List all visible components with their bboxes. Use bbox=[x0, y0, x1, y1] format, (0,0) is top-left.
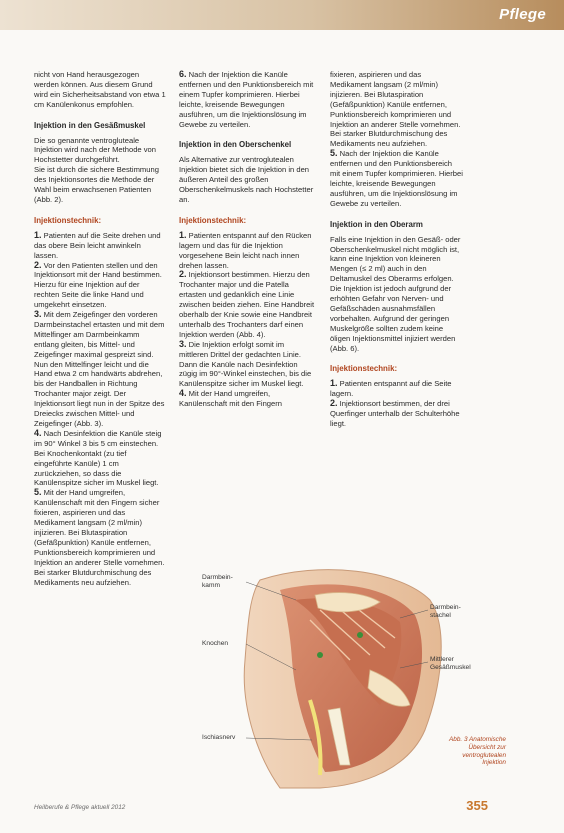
label-darmbeinstachel: Darmbein-stachel bbox=[430, 604, 461, 619]
step-4: 4. Nach Desinfektion die Kanüle steig im 90° Winkel 3 bis 5 cm einstechen. Bei Knochenkontakt (zu tief eingeführte Kanüle) 1 cm zurückziehen, so dass die Kanülenspitze sicher im Muskel liegt. bbox=[34, 427, 162, 488]
step-2: 2. Injektionsort bestimmen, der drei Querfinger unterhalb der Schulterhöhe liegt. bbox=[330, 398, 460, 428]
label-darmbeinkamm: Darmbein-kamm bbox=[202, 574, 233, 589]
figure-caption: Abb. 3 Anatomische Übersicht zur ventroglutealen Injektion bbox=[449, 736, 506, 767]
step-1: 1. Patienten entspannt auf den Rücken lagern und das für die Injektion vorgesehene Bein leicht nach innen drehen lassen. bbox=[179, 229, 312, 270]
paragraph: Sie ist durch die sichere Bestimmung des Injektionsortes die Methode der Wahl beim erwachsenen Patienten (Abb. 2). bbox=[34, 165, 159, 204]
column-3 bbox=[330, 70, 464, 429]
section-title: Pflege bbox=[499, 6, 546, 23]
section-heading: Injektion in den Oberarm bbox=[330, 219, 423, 229]
paragraph: Die so genannte ventrogluteale Injektion wird nach der Methode von Hochstetter durchgeführt. bbox=[34, 135, 156, 165]
step-3: 3. Die Injektion erfolgt somit im mittleren Drittel der gedachten Linie. Dann die Kanüle nach Desinfektion zügig im 90°-Winkel einstechen, bis die Kanülenspitze sicher im Muskel liegt. bbox=[179, 338, 312, 389]
step-2: 2. Injektionsort bestimmen. Hierzu den Trochanter major und die Patella ertasten und gedanklich eine Linie zwischen beiden ziehen. Eine Handbreit oberhalb der Knie sowie eine Handbreit unterhalb des Trochanters darf einen Injektion werden (Abb. 4). bbox=[179, 269, 315, 339]
paragraph: nicht von Hand herausgezogen werden können. Aus diesem Grund wird ein Sicherheitsabstand von etwa 1 cm Kanülenkonus empfohlen. bbox=[34, 70, 166, 109]
label-ischiasnerv: Ischiasnerv bbox=[202, 734, 236, 741]
technique-heading: Injektionstechnik: bbox=[34, 215, 102, 225]
label-mittlerer-gesaessmuskel: Mittlerer Gesäßmuskel bbox=[430, 656, 471, 671]
column-2 bbox=[179, 70, 315, 409]
label-knochen: Knochen bbox=[202, 640, 229, 647]
header-band bbox=[0, 0, 564, 30]
footer-source: Heilberufe & Pflege aktuell 2012 bbox=[34, 804, 126, 811]
technique-heading: Injektionstechnik: bbox=[330, 364, 398, 374]
step-6: 6. Nach der Injektion die Kanüle entfernen und den Punktionsbereich mit einem Tupfer komprimieren. Hierbei leichte, kreisende Bewegungen ausführen, um die Injektionslösung im Gewebe zu verteilen. bbox=[179, 69, 314, 129]
paragraph: Als Alternative zur ventroglutealen Injektion bietet sich die Injektion in den äußeren Anteil des großen Oberschenkelmuskels nach Hochstetter an. bbox=[179, 155, 314, 204]
hip-muscle-illustration bbox=[200, 560, 472, 790]
step-1: 1. Patienten entspannt auf die Seite lagern. bbox=[330, 378, 452, 399]
anatomy-illustration bbox=[200, 560, 472, 790]
column-1 bbox=[34, 70, 166, 587]
page-number: 355 bbox=[466, 798, 488, 813]
step-5: 5. Mit der Hand umgreifen, Kanülenschaft mit den Fingern sicher fixieren, aspirieren und das Medikament langsam (2 ml/min) injizieren. Bei Blutaspiration (Gefäßpunktion) Kanüle entfernen, Punktionsbereich komprimieren und Injektion an anderer Stelle vornehmen. Bei starker Blutdurchmischung des Medikaments neu aufziehen. bbox=[34, 487, 165, 587]
step-3: 3. Mit dem Zeigefinger den vorderen Darmbeinstachel ertasten und mit dem Mittelfinger am Darmbeinkamm entlang gleiten, bis Mittel- und Zeigefinger maximal gespreizt sind. Nun den Mittelfinger leicht und die Hand etwa 2 cm handwärts abdrehen, bis der Handballen in Richtung Trochanter major zeigt. Der Injektionsort liegt nun in der Spitze des Dreiecks zwischen Mittel- und Zeigefinger (Abb. 3). bbox=[34, 309, 165, 428]
step-5: 5. Nach der Injektion die Kanüle entfernen und den Punktionsbereich mit einem Tupfer komprimieren. Hierbei leichte, kreisende Bewegungen ausführen, um die Injektionslösung im Gewebe zu verteilen. bbox=[330, 148, 463, 208]
technique-heading: Injektionstechnik: bbox=[179, 215, 247, 225]
step-2: 2. Vor den Patienten stellen und den Injektionsort mit der Hand bestimmen. Hierzu für eine Injektion auf der rechten Seite die linke Hand und umgekehrt einsetzen. bbox=[34, 259, 162, 310]
step-4: 4. Mit der Hand umgreifen, Kanülenschaft mit den Fingern bbox=[179, 388, 282, 409]
step-1: 1. Patienten auf die Seite drehen und das obere Bein leicht anwinkeln lassen. bbox=[34, 229, 161, 260]
section-heading: Injektion in den Gesäßmuskel bbox=[34, 120, 146, 130]
paragraph: Falls eine Injektion in den Gesäß- oder Oberschenkelmuskel nicht möglich ist, kann eine Injektion von kleineren Mengen (≤ 2 ml) auch in den Deltamuskel des Oberarms erfolgen. Die Injektion ist jedoch aufgrund der erhöhten Gefahr von Nerven- und Gefäßschäden ausnahmsfällen vorbehalten. Aufgrund der geringen Muskelgröße sollten zudem keine öligen Injektionsmittel injiziert werden (Abb. 6). bbox=[330, 234, 461, 353]
paragraph: fixieren, aspirieren und das Medikament langsam (2 ml/min) injizieren. Bei Blutaspiration (Gefäßpunktion) Kanüle entfernen, Punktionsbereich komprimieren und Injektion an anderer Stelle vornehmen. Bei starker Blutdurchmischung des Medikaments neu aufziehen. bbox=[330, 70, 461, 149]
section-heading: Injektion in den Oberschenkel bbox=[179, 140, 292, 150]
